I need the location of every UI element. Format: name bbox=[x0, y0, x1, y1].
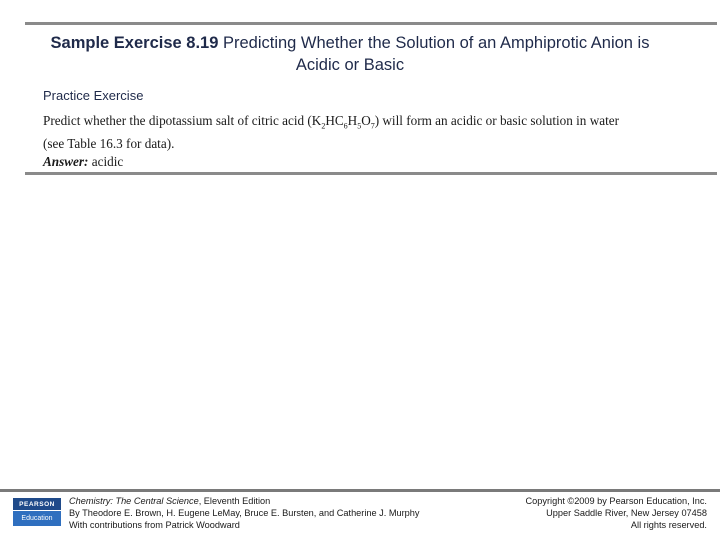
title-line1: Predicting Whether the Solution of an Amphiprotic Anion is bbox=[218, 34, 650, 52]
question-text-start: Predict whether the dipotassium salt of citric acid (K bbox=[43, 113, 322, 128]
footer-divider bbox=[0, 489, 720, 492]
rights-text: All rights reserved. bbox=[630, 520, 707, 530]
practice-heading: Practice Exercise bbox=[43, 88, 144, 103]
formula-sub-h: 5 bbox=[357, 121, 362, 131]
answer bbox=[43, 154, 123, 169]
exercise-number: Sample Exercise 8.19 bbox=[50, 34, 219, 52]
content-divider bbox=[25, 172, 717, 175]
answer-label: Answer: bbox=[43, 153, 89, 169]
book-authors: By Theodore E. Brown, H. Eugene LeMay, Bruce E. Bursten, and Catherine J. Murphy bbox=[69, 508, 420, 518]
publisher-address: Upper Saddle River, New Jersey 07458 bbox=[546, 508, 707, 518]
page-title bbox=[0, 32, 700, 76]
formula-h: H bbox=[347, 113, 358, 128]
formula-sub-c: 6 bbox=[343, 121, 348, 131]
formula-sub-k: 2 bbox=[321, 121, 326, 131]
title-line2: Acidic or Basic bbox=[295, 56, 405, 74]
footer-citation bbox=[69, 495, 420, 531]
logo-top-text: PEARSON bbox=[13, 498, 61, 510]
copyright-text: Copyright ©2009 by Pearson Education, Inc. bbox=[525, 496, 707, 506]
answer-value: acidic bbox=[88, 153, 124, 169]
book-title: Chemistry: The Central Science bbox=[69, 496, 199, 506]
formula-o: O bbox=[361, 113, 371, 128]
book-edition: , Eleventh Edition bbox=[198, 496, 271, 506]
formula-sub-o: 7 bbox=[370, 121, 375, 131]
practice-question bbox=[43, 112, 693, 170]
footer-copyright bbox=[526, 495, 707, 531]
question-text-end: ) will form an acidic or basic solution in water bbox=[374, 113, 619, 128]
book-contributions: With contributions from Patrick Woodward bbox=[69, 520, 240, 530]
logo-bottom-text: Education bbox=[13, 511, 61, 526]
pearson-logo bbox=[13, 498, 61, 526]
top-divider bbox=[25, 22, 717, 25]
question-line2: (see Table 16.3 for data). bbox=[43, 136, 175, 152]
formula-hc: HC bbox=[325, 113, 344, 128]
